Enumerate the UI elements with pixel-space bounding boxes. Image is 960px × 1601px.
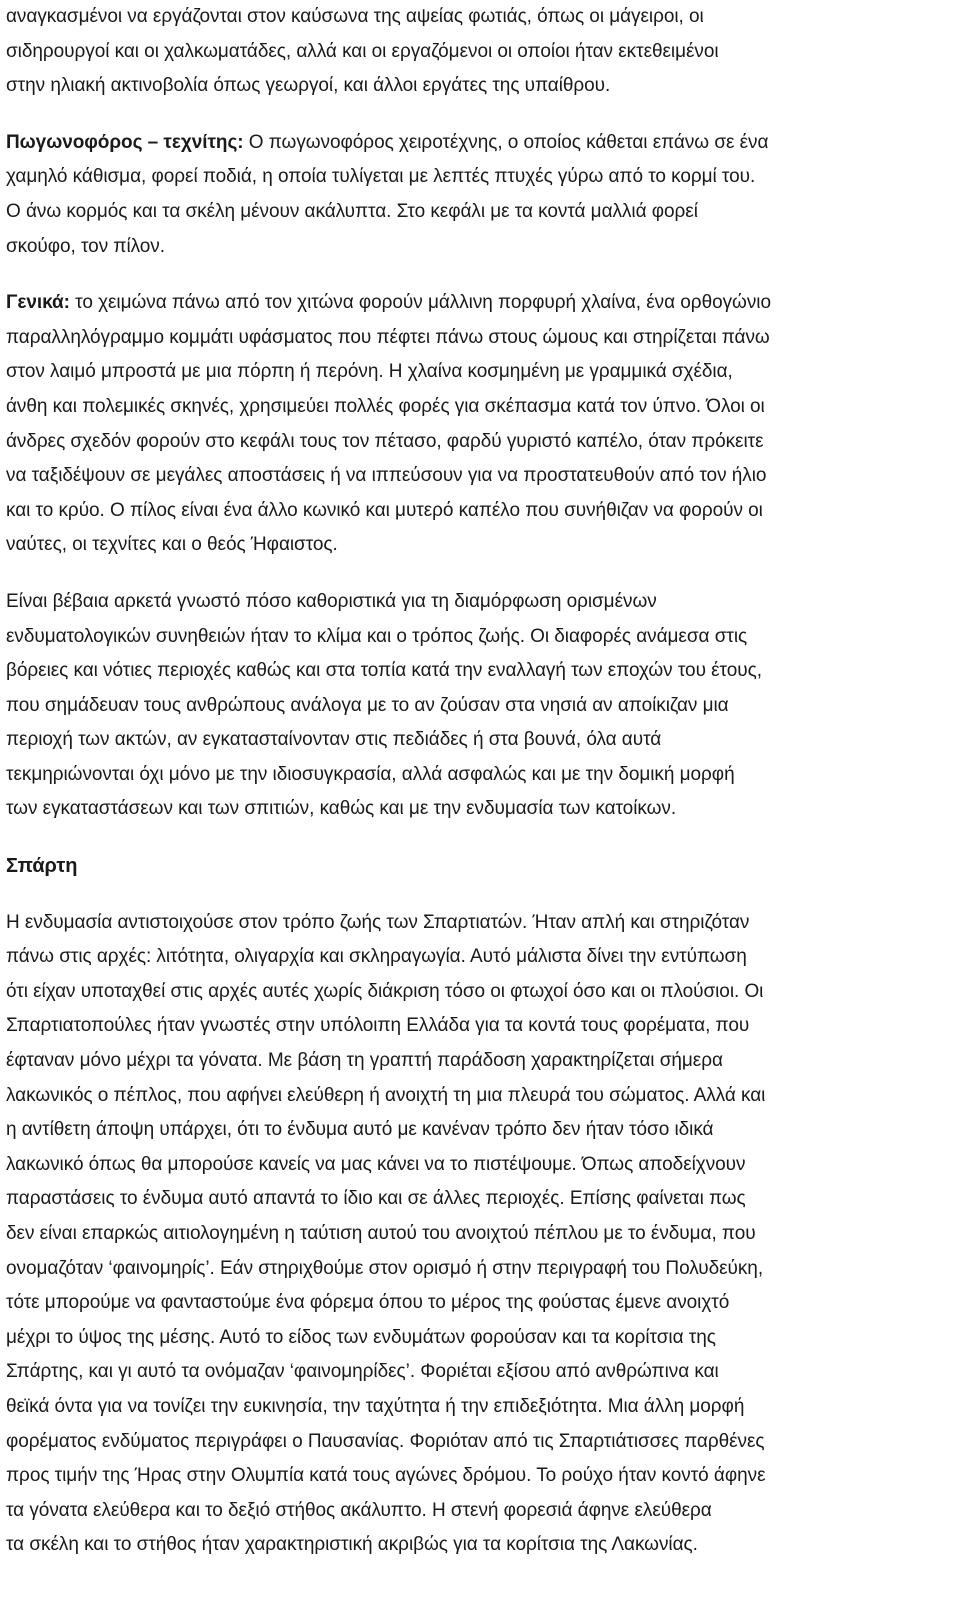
text-line: παραστάσεις το ένδυμα αυτό απαντά το ίδιο και σε άλλες περιοχές. Επίσης φαίνεται πως [6, 1188, 746, 1210]
text-line: που σημάδευαν τους ανθρώπους ανάλογα με το αν ζούσαν στα νησιά αν αποίκιζαν μια [6, 694, 729, 716]
text-line: Σπάρτης, και γι αυτό τα ονόμαζαν ‘φαινομηρίδες’. Φοριέται εξίσου από ανθρώπινα και [6, 1361, 719, 1383]
text-line: Ο άνω κορμός και τα σκέλη μένουν ακάλυπτα. Στο κεφάλι με τα κοντά μαλλιά φορεί [6, 200, 698, 222]
paragraph-4 [6, 585, 954, 827]
text-line: λακωνικός ο πέπλος, που αφήνει ελεύθερη ή ανοιχτή τη μια πλευρά του σώματος. Αλλά και [6, 1084, 766, 1106]
text-line: δεν είναι επαρκώς αιτιολογημένη η ταύτιση αυτού του ανοιχτού πέπλου με το ένδυμα, που [6, 1223, 756, 1244]
text-run: Ο πωγωνοφόρος χειροτέχνης, ο οποίος κάθεται επάνω σε ένα [243, 131, 769, 153]
text-line: περιοχή των ακτών, αν εγκατασταίνονταν στις πεδιάδες ή στα βουνά, όλα αυτά [6, 729, 662, 751]
text-line: ενδυματολογικών συνηθειών ήταν το κλίμα και ο τρόπος ζωής. Οι διαφορές ανάμεσα στις [6, 625, 748, 647]
text-line: Είναι βέβαια αρκετά γνωστό πόσο καθοριστικά για τη διαμόρφωση ορισμένων [6, 590, 657, 612]
text-line: τα γόνατα ελεύθερα και το δεξιό στήθος ακάλυπτο. Η στενή φορεσιά άφηνε ελεύθερα [6, 1499, 712, 1521]
bold-lead: Γενικά: [6, 292, 70, 314]
text-line: προς τιμήν της Ήρας στην Ολυμπία κατά τους αγώνες δρόμου. Το ρούχο ήταν κοντό άφηνε [6, 1465, 766, 1487]
text-line: άνδρες σχεδόν φορούν στο κεφάλι τους τον πέτασο, φαρδύ γυριστό καπέλο, όταν πρόκειτε [6, 430, 764, 452]
text-line: στην ηλιακή ακτινοβολία όπως γεωργοί, και άλλοι εργάτες της υπαίθρου. [6, 75, 611, 97]
text-line: ονομαζόταν ‘φαινομηρίς’. Εάν στηριχθούμε στον ορισμό ή στην περιγραφή του Πολυδεύκη, [6, 1257, 764, 1279]
text-line: τα σκέλη και το στήθος ήταν χαρακτηριστική ακριβώς για τα κορίτσια της Λακωνίας. [6, 1534, 698, 1556]
paragraph-3 [6, 286, 954, 563]
text-line: σκούφο, τον πίλον. [6, 235, 165, 257]
text-line [6, 126, 954, 161]
text-line: πάνω στις αρχές: λιτότητα, ολιγαρχία και σκληραγωγία. Αυτό μάλιστα δίνει την εντύπωση [6, 946, 747, 968]
bold-lead: Πωγωνοφόρος – τεχνίτης: [6, 131, 244, 153]
text-line: ναύτες, οι τεχνίτες και ο θεός Ήφαιστος. [6, 534, 338, 556]
text-line: ότι είχαν υποταχθεί στις αρχές αυτές χωρίς διάκριση τόσο οι φτωχοί όσο και οι πλούσιοι. Οι [6, 980, 764, 1002]
text-line: άνθη και πολεμικές σκηνές, χρησιμεύει πολλές φορές για σκέπασμα κατά τον ύπνο. Όλοι οι [6, 395, 765, 417]
text-line: χαμηλό κάθισμα, φορεί ποδιά, η οποία τυλίγεται με λεπτές πτυχές γύρω από το κορμί του. [6, 166, 756, 188]
paragraph-5 [6, 906, 954, 1563]
text-line: βόρειες και νότιες περιοχές καθώς και στα τοπία κατά την εναλλαγή των εποχών του έτους, [6, 660, 762, 682]
text-line: αναγκασμένοι να εργάζονται στον καύσωνα της αψείας φωτιάς, όπως οι μάγειροι, οι [6, 6, 704, 27]
text-line: τότε μπορούμε να φανταστούμε ένα φόρεμα όπου το μέρος της φούστας έμενε ανοιχτό [6, 1292, 730, 1314]
paragraph-gap [6, 264, 954, 286]
text-line: λακωνικό όπως θα μπορούσε κανείς να μας κάνει να το πιστέψουμε. Όπως αποδείχνουν [6, 1153, 746, 1175]
text-line: σιδηρουργοί και οι χαλκωματάδες, αλλά και οι εργαζόμενοι οι οποίοι ήταν εκτεθειμένοι [6, 40, 719, 62]
text-line: των εγκαταστάσεων και των σπιτιών, καθώς και με την ενδυμασία των κατοίκων. [6, 798, 677, 820]
text-line: έφταναν μόνο μέχρι τα γόνατα. Με βάση τη γραπτή παράδοση χαρακτηρίζεται σήμερα [6, 1050, 723, 1072]
paragraph-1 [6, 0, 954, 104]
paragraph-gap [6, 104, 954, 126]
document-page [6, 0, 954, 1563]
text-line: μέχρι το ύψος της μέσης. Αυτό το είδος των ενδυμάτων φορούσαν και τα κορίτσια της [6, 1326, 716, 1348]
text-line: φορέματος ενδύματος περιγράφει ο Παυσανίας. Φοριόταν από τις Σπαρτιάτισσες παρθένες [6, 1430, 765, 1452]
text-run: το χειμώνα πάνω από τον χιτώνα φορούν μάλλινη πορφυρή χλαίνα, ένα ορθογώνιο [69, 292, 771, 314]
text-line [6, 286, 954, 321]
text-line: και το κρύο. Ο πίλος είναι ένα άλλο κωνικό και μυτερό καπέλο που συνήθιζαν να φορούν οι [6, 499, 763, 521]
text-line: τεκμηριώνονται όχι μόνο με την ιδιοσυγκρασία, αλλά ασφαλώς και με την δομική μορφή [6, 763, 735, 785]
text-line: παραλληλόγραμμο κομμάτι υφάσματος που πέφτει πάνω στους ώμους και στηρίζεται πάνω [6, 326, 770, 348]
text-line: Η ενδυμασία αντιστοιχούσε στον τρόπο ζωής των Σπαρτιατών. Ήταν απλή και στηριζόταν [6, 911, 750, 933]
paragraph-gap [6, 563, 954, 585]
text-line: να ταξιδέψουν σε μεγάλες αποστάσεις ή να ιππεύσουν για να προστατευθούν από τον ήλιο [6, 465, 767, 487]
text-line: θεϊκά όντα για να τονίζει την ευκινησία, την ταχύτητα ή την επιδεξιότητα. Μια άλλη μορφή [6, 1395, 745, 1417]
text-line: η αντίθετη άποψη υπάρχει, ότι το ένδυμα αυτό με κανέναν τρόπο δεν ήταν τόσο ιδικά [6, 1119, 714, 1141]
section-heading: Σπάρτη [6, 855, 78, 878]
text-line: Σπαρτιατοπούλες ήταν γνωστές στην υπόλοιπη Ελλάδα για τα κοντά τους φορέματα, που [6, 1015, 750, 1037]
paragraph-2 [6, 126, 954, 264]
paragraph-gap [6, 827, 954, 849]
text-line: στον λαιμό μπροστά με μια πόρπη ή περόνη. Η χλαίνα κοσμημένη με γραμμικά σχέδια, [6, 361, 733, 383]
paragraph-gap [6, 884, 954, 906]
